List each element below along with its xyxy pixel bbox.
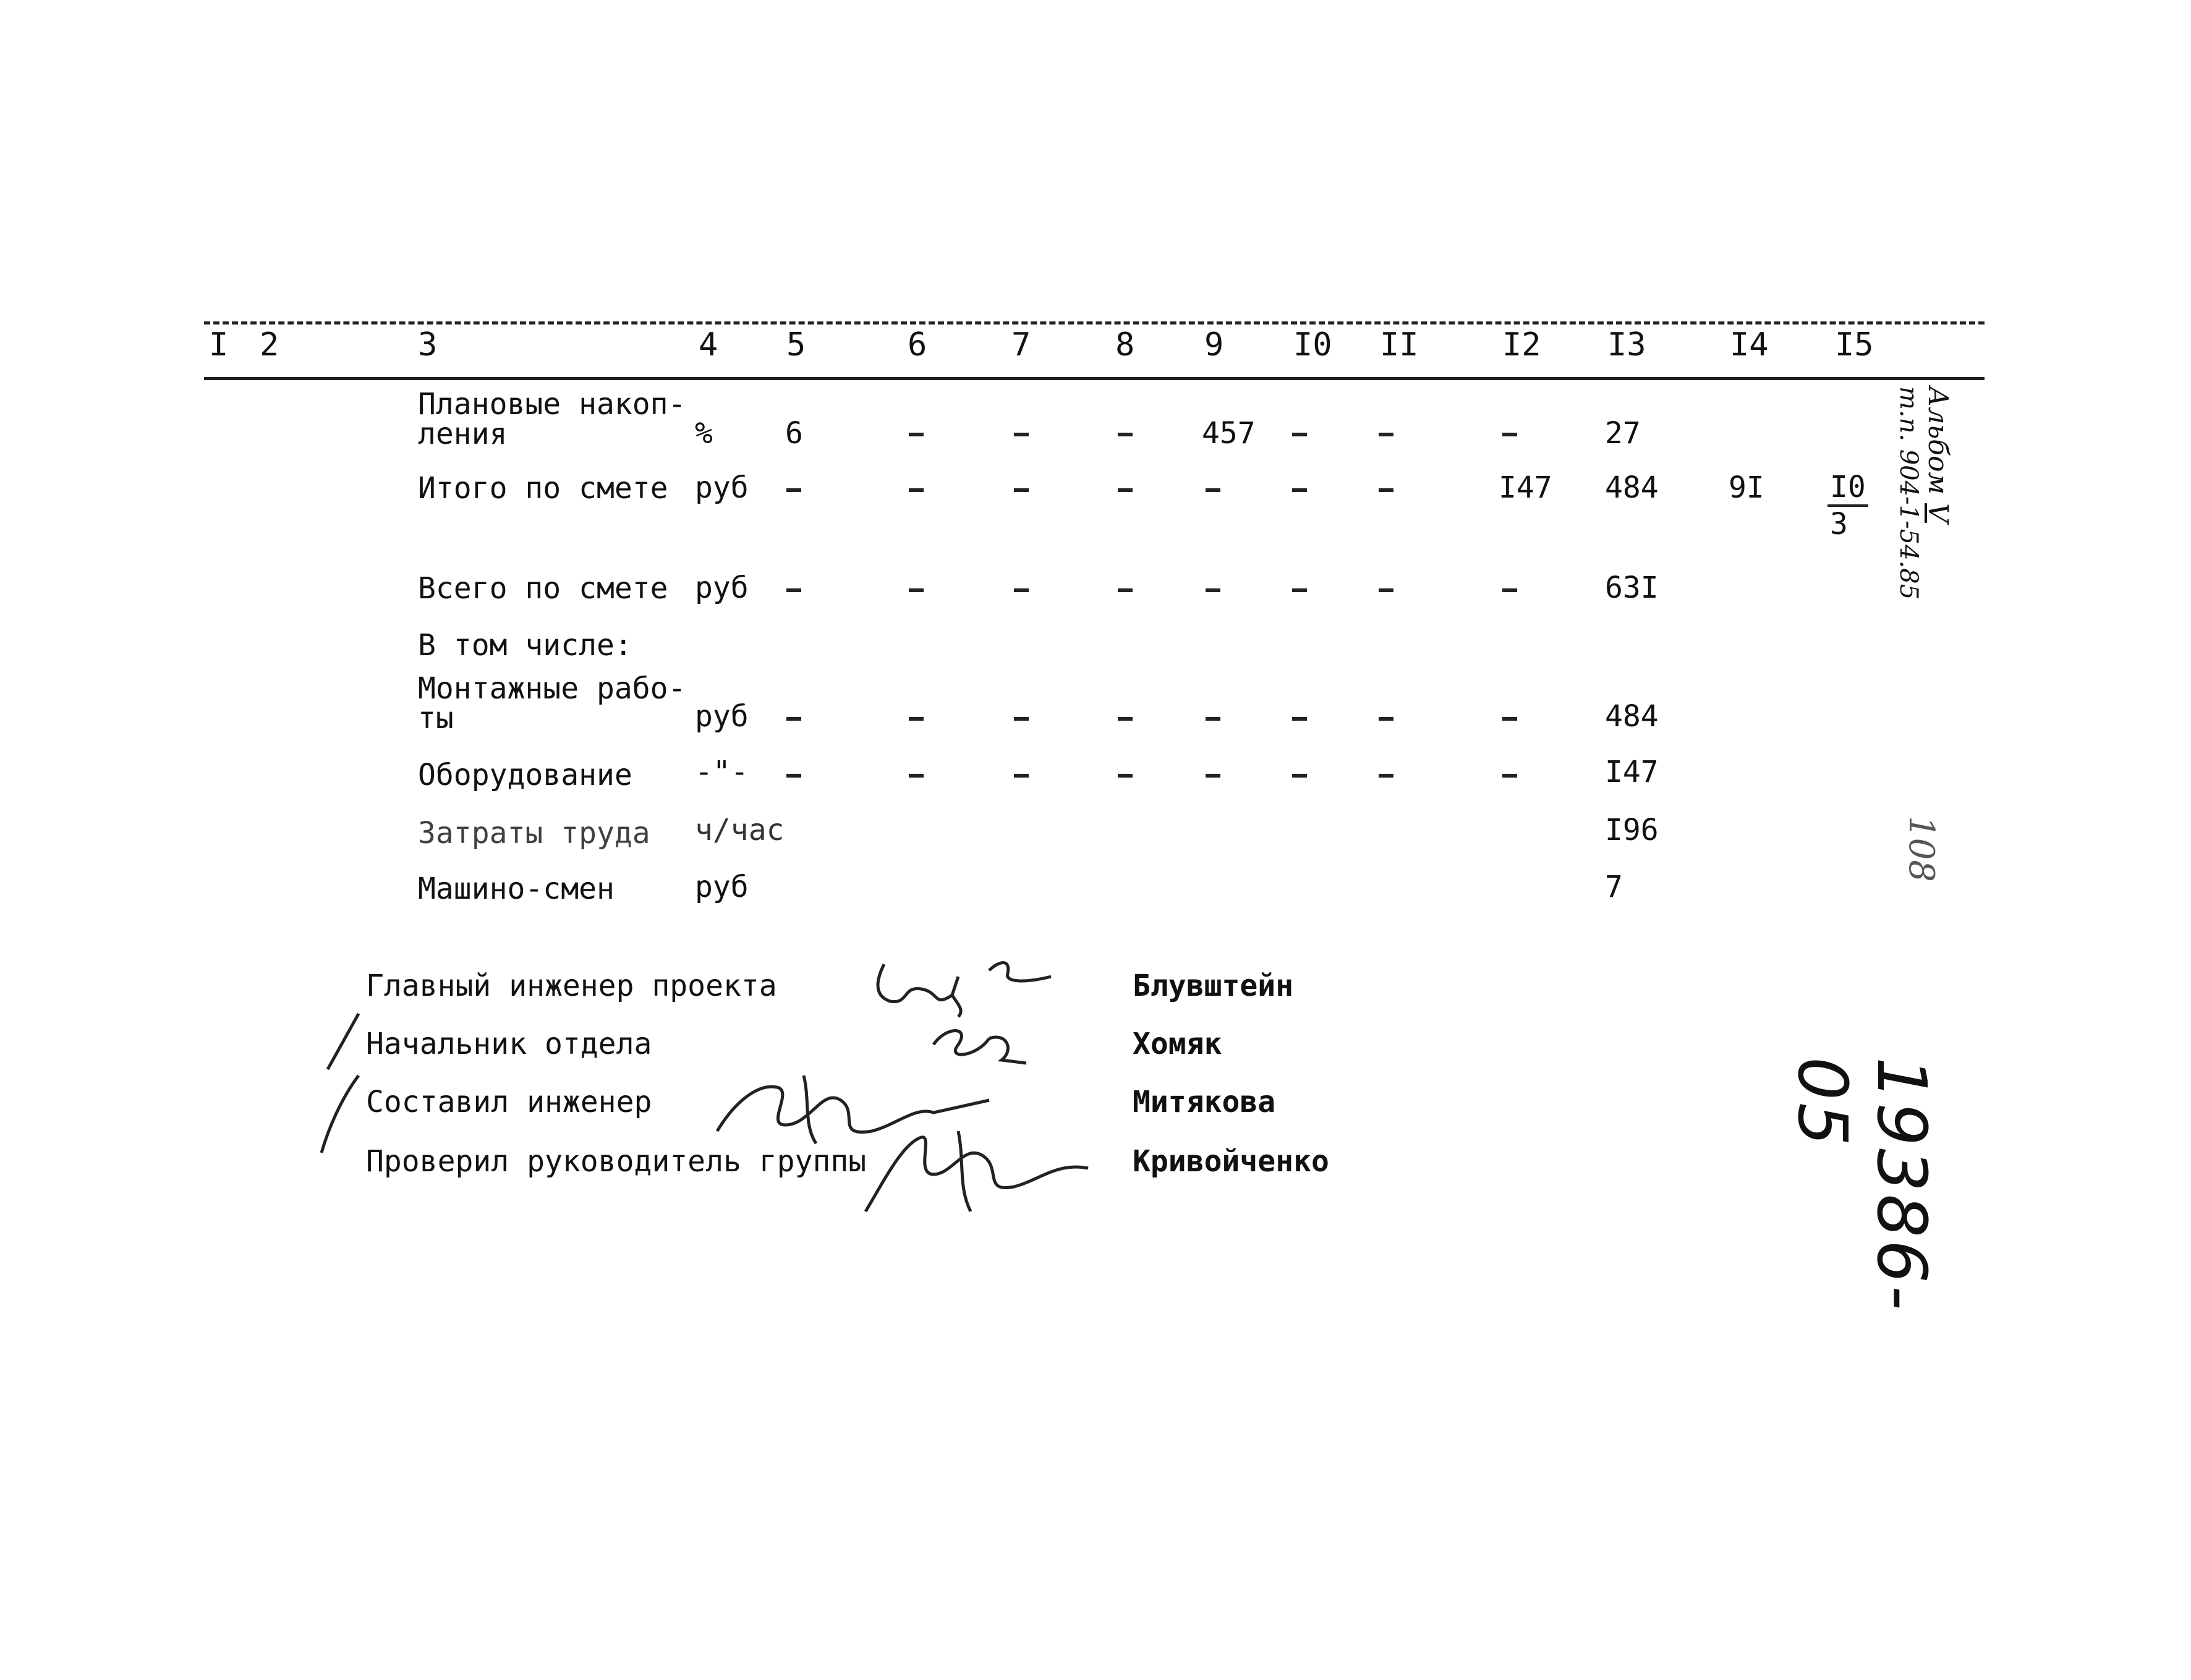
row-col13: I47 <box>1605 755 1659 789</box>
row-label: Монтажные рабо- ты <box>418 671 686 736</box>
row-col13: 7 <box>1605 870 1623 904</box>
dash <box>1206 488 1220 492</box>
dash <box>1502 433 1517 436</box>
dash <box>1292 433 1307 436</box>
signature-name: Блувштейн <box>1133 969 1294 1003</box>
row-col13: 484 <box>1605 470 1659 505</box>
col-header-15: I5 <box>1835 326 1874 363</box>
col-header-9: 9 <box>1204 326 1224 363</box>
fraction-numerator: I0 <box>1827 470 1868 507</box>
col-header-10: I0 <box>1293 326 1332 363</box>
album-label: Альбом <box>1922 386 1954 495</box>
header-bottom-rule <box>204 377 1985 380</box>
dash <box>1502 774 1517 778</box>
album-annotation <box>1922 386 1954 572</box>
dash <box>786 774 801 778</box>
dash <box>909 588 924 592</box>
col-header-2: 2 <box>260 326 279 363</box>
row-col5: 6 <box>785 416 803 451</box>
row-unit: % <box>695 416 713 451</box>
handwritten-signature <box>921 1014 1032 1069</box>
col-header-7: 7 <box>1011 326 1031 363</box>
signature-name: Хомяк <box>1133 1027 1222 1061</box>
dash <box>909 717 924 721</box>
row-unit: руб <box>695 470 749 505</box>
col-header-14: I4 <box>1730 326 1769 363</box>
signature-name: Митякова <box>1133 1085 1276 1119</box>
dash <box>1379 774 1393 778</box>
row-unit: руб <box>695 571 749 605</box>
row-col13: I96 <box>1605 813 1659 847</box>
album-number: V <box>1922 503 1954 523</box>
signature-role: Проверил руководитель группы <box>366 1144 867 1179</box>
row-col13: 63I <box>1605 571 1659 605</box>
section-label: В том числе: <box>418 628 632 663</box>
dash <box>1379 588 1393 592</box>
page-mark: 108 <box>1901 816 1941 882</box>
dash <box>1118 774 1133 778</box>
dash <box>909 488 924 492</box>
row-col13: 27 <box>1605 416 1641 451</box>
dash <box>1502 717 1517 721</box>
row-col12: I47 <box>1499 470 1552 505</box>
row-label: Плановые накоп- ления <box>418 387 686 451</box>
dash <box>1292 717 1307 721</box>
signature-name: Кривойченко <box>1133 1144 1329 1179</box>
dash <box>1118 433 1133 436</box>
dash <box>1014 588 1029 592</box>
fraction-denominator: 3 <box>1830 507 1848 541</box>
dash <box>1292 588 1307 592</box>
signature-role: Главный инженер проекта <box>366 969 777 1003</box>
row-label: Всего по смете <box>418 571 668 606</box>
col-header-5: 5 <box>786 326 806 363</box>
row-unit: ч/час <box>695 813 785 847</box>
row-label: Затраты труда <box>418 816 650 851</box>
project-annotation: т.п. 904-1-54.85 <box>1894 386 1923 600</box>
dash <box>909 774 924 778</box>
margin-pen-strokes <box>315 1008 371 1156</box>
dash <box>1014 433 1029 436</box>
dash <box>1206 774 1220 778</box>
dash <box>1014 488 1029 492</box>
dash <box>909 433 924 436</box>
row-unit: руб <box>695 870 749 904</box>
dash <box>1379 433 1393 436</box>
dash <box>1502 588 1517 592</box>
row-unit: руб <box>695 699 749 734</box>
col-header-13: I3 <box>1607 326 1646 363</box>
row-col14: 9I <box>1729 470 1764 505</box>
dash <box>1292 488 1307 492</box>
dash <box>1206 717 1220 721</box>
row-label: Машино-смен <box>418 872 615 906</box>
document-number-stamp: 19386-05 <box>1783 1057 1941 1313</box>
row-label: Итого по смете <box>418 471 668 506</box>
dash <box>1379 488 1393 492</box>
col-header-6: 6 <box>908 326 927 363</box>
dash <box>786 717 801 721</box>
col-header-8: 8 <box>1115 326 1135 363</box>
signature-role: Начальник отдела <box>366 1027 652 1061</box>
handwritten-signature <box>859 1125 1094 1218</box>
row-col15-fraction <box>1827 470 1868 541</box>
col-header-1: I <box>209 326 229 363</box>
row-col13: 484 <box>1605 699 1659 734</box>
col-header-4: 4 <box>699 326 718 363</box>
col-header-12: I2 <box>1502 326 1541 363</box>
header-top-rule <box>204 321 1985 325</box>
handwritten-signature <box>866 952 1063 1020</box>
row-col9: 457 <box>1202 416 1256 451</box>
dash <box>1118 717 1133 721</box>
row-label: Оборудование <box>418 758 632 792</box>
dash <box>786 488 801 492</box>
signature-role: Составил инженер <box>366 1085 652 1119</box>
col-header-11: II <box>1380 326 1419 363</box>
dash <box>1118 488 1133 492</box>
dash <box>1014 717 1029 721</box>
dash <box>1014 774 1029 778</box>
row-unit: -"- <box>695 755 749 789</box>
col-header-3: 3 <box>418 326 438 363</box>
dash <box>1292 774 1307 778</box>
dash <box>1379 717 1393 721</box>
dash <box>1206 588 1220 592</box>
dash <box>1118 588 1133 592</box>
dash <box>786 588 801 592</box>
